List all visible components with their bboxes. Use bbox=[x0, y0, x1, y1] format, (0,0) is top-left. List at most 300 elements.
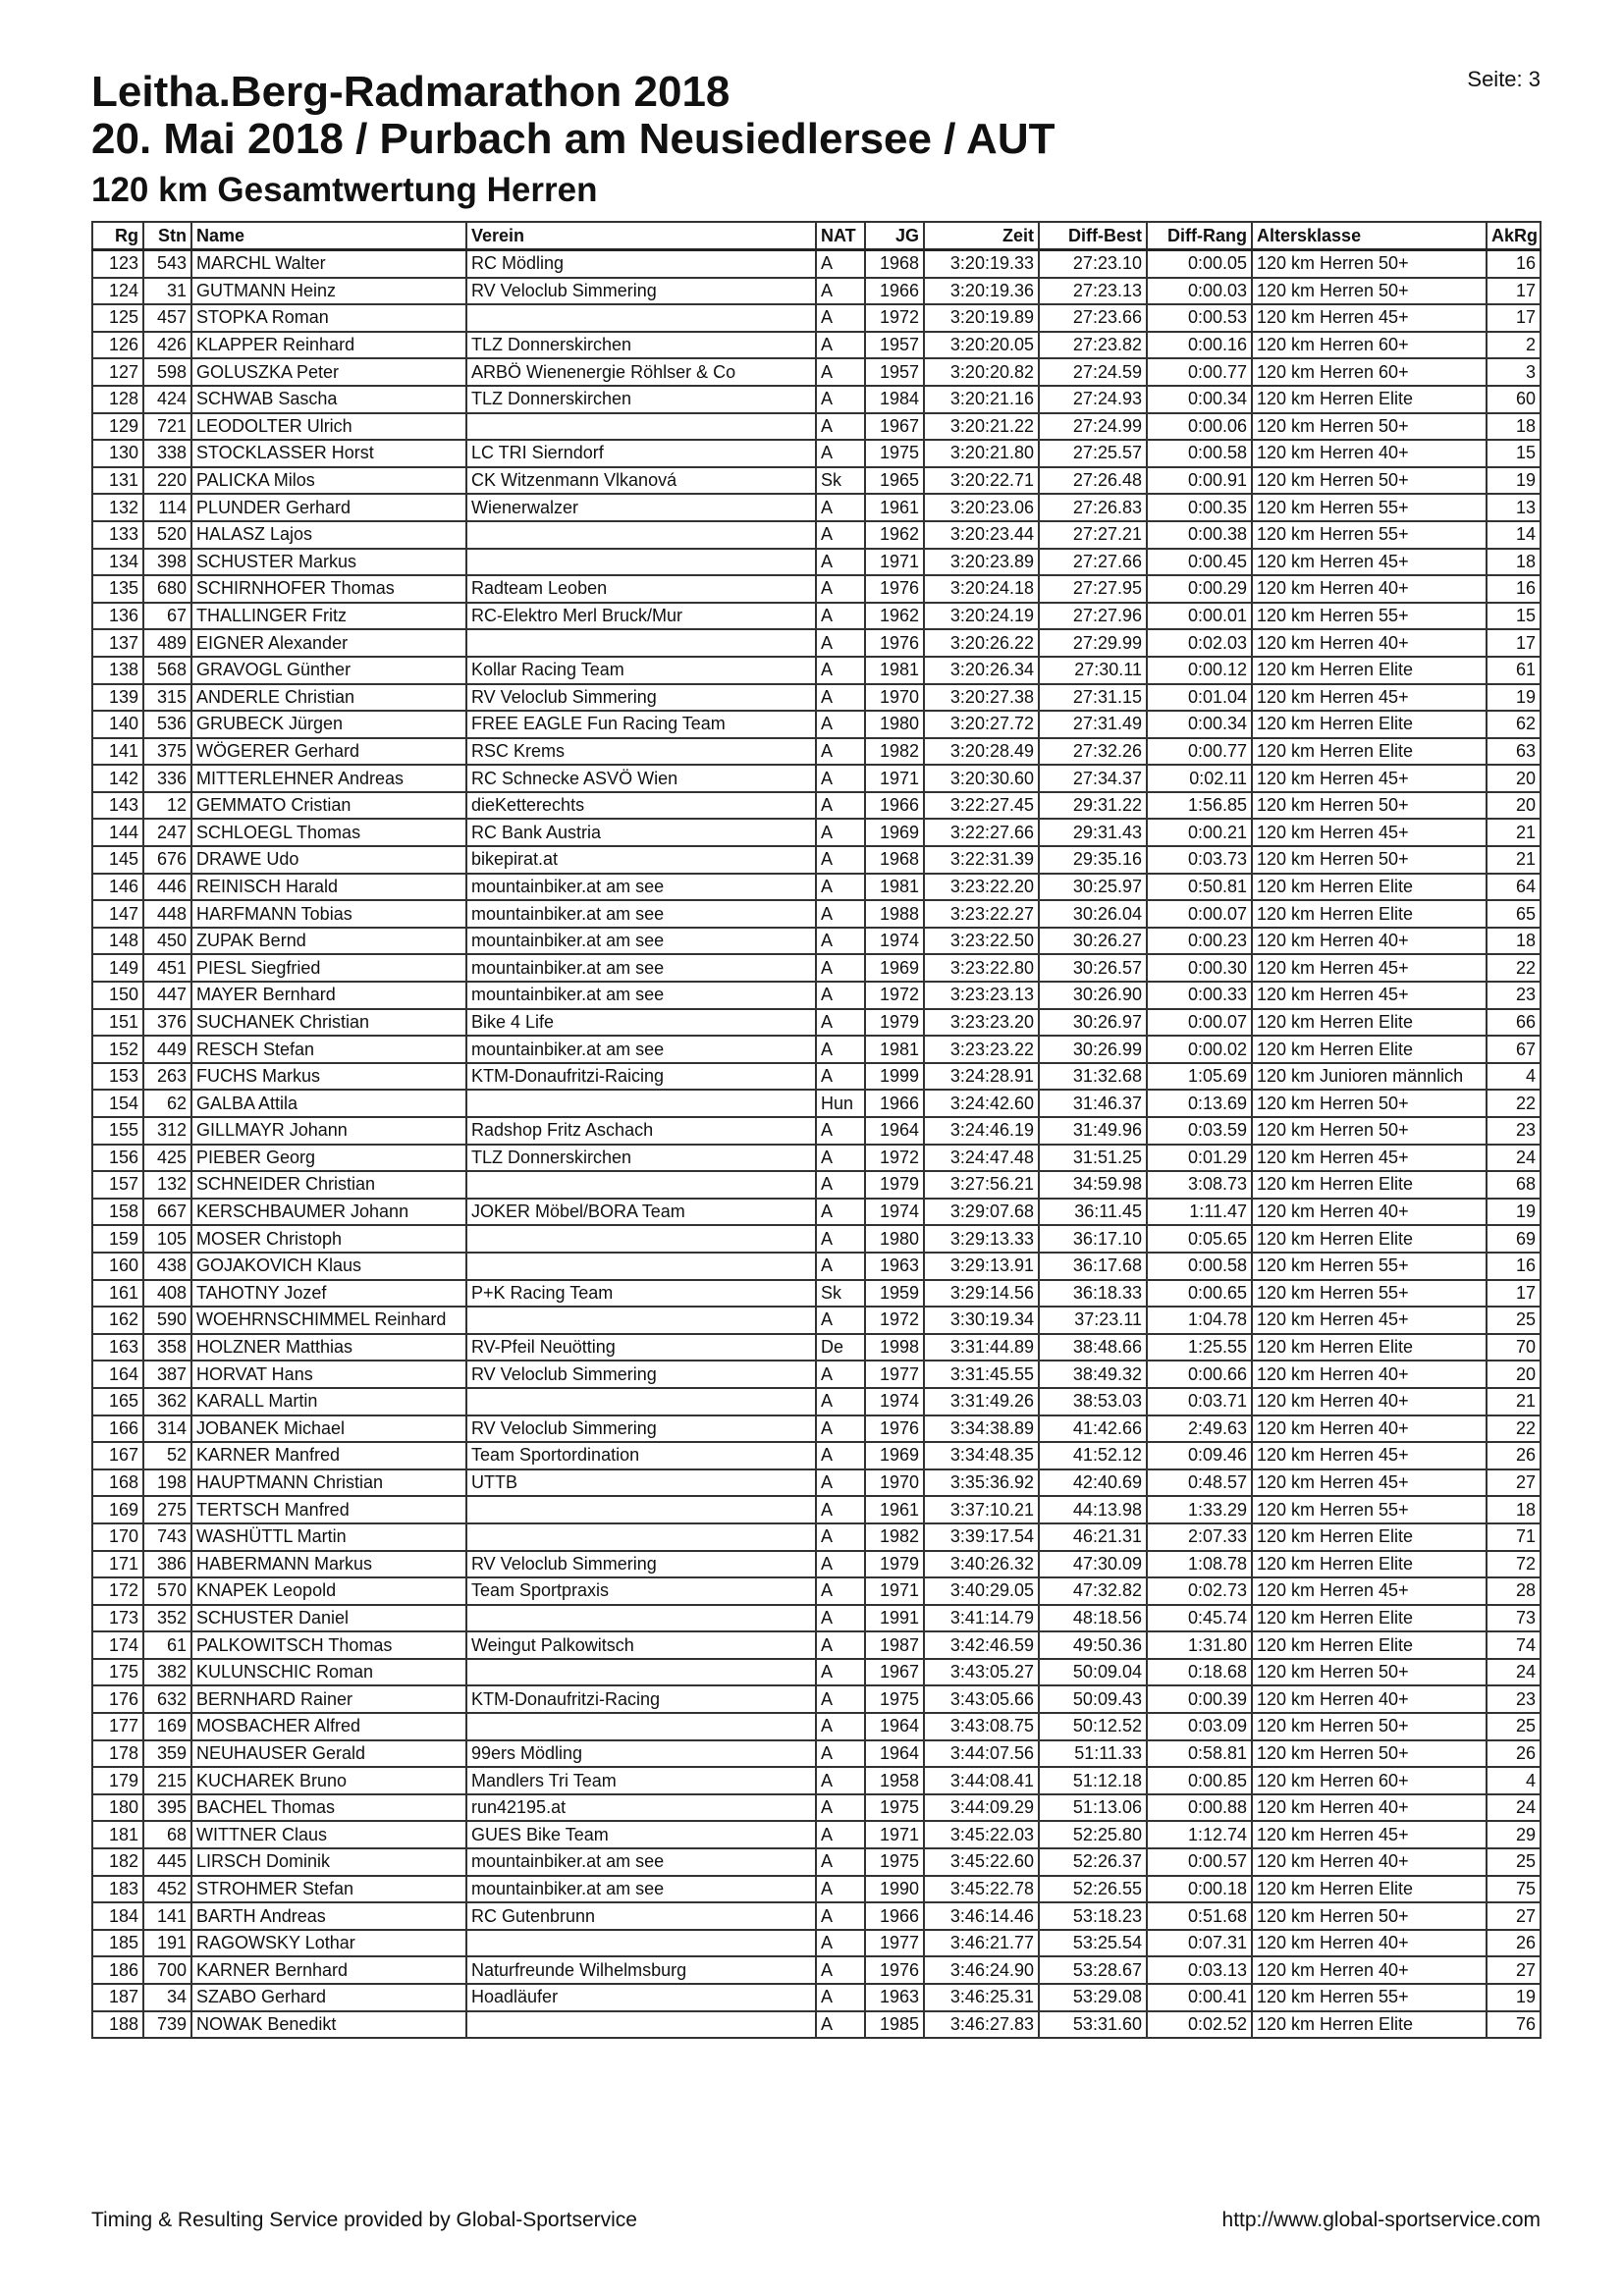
cell-age-class-rank: 20 bbox=[1487, 1361, 1541, 1388]
cell-time: 3:22:27.66 bbox=[924, 819, 1039, 846]
cell-name: WOEHRNSCHIMMEL Reinhard bbox=[191, 1307, 466, 1334]
cell-start-number: 169 bbox=[143, 1713, 191, 1740]
cell-diff-rank: 0:00.88 bbox=[1147, 1794, 1252, 1822]
cell-nationality: A bbox=[816, 982, 865, 1009]
cell-birth-year: 1969 bbox=[865, 954, 924, 982]
cell-diff-rank: 0:50.81 bbox=[1147, 874, 1252, 901]
cell-club: RV Veloclub Simmering bbox=[466, 684, 816, 712]
cell-start-number: 67 bbox=[143, 603, 191, 630]
cell-rank: 167 bbox=[92, 1442, 143, 1469]
cell-rank: 134 bbox=[92, 549, 143, 576]
cell-club: RC Bank Austria bbox=[466, 819, 816, 846]
table-row bbox=[92, 684, 1541, 712]
cell-nationality: A bbox=[816, 1956, 865, 1984]
cell-time: 3:45:22.03 bbox=[924, 1821, 1039, 1848]
cell-age-class-rank: 22 bbox=[1487, 954, 1541, 982]
table-row bbox=[92, 657, 1541, 684]
cell-diff-best: 30:26.27 bbox=[1039, 928, 1147, 955]
cell-club: TLZ Donnerskirchen bbox=[466, 386, 816, 413]
table-row bbox=[92, 1794, 1541, 1822]
cell-age-class-rank: 21 bbox=[1487, 819, 1541, 846]
cell-age-class-rank: 21 bbox=[1487, 846, 1541, 874]
cell-time: 3:43:05.27 bbox=[924, 1659, 1039, 1686]
cell-age-class-rank: 62 bbox=[1487, 711, 1541, 738]
cell-age-class: 120 km Herren Elite bbox=[1252, 386, 1487, 413]
cell-nationality: A bbox=[816, 819, 865, 846]
cell-birth-year: 1981 bbox=[865, 874, 924, 901]
cell-rank: 164 bbox=[92, 1361, 143, 1388]
cell-birth-year: 1974 bbox=[865, 1199, 924, 1226]
table-header-row bbox=[92, 222, 1541, 250]
cell-start-number: 398 bbox=[143, 549, 191, 576]
cell-time: 3:46:25.31 bbox=[924, 1984, 1039, 2011]
cell-birth-year: 1958 bbox=[865, 1767, 924, 1794]
cell-name: TERTSCH Manfred bbox=[191, 1496, 466, 1523]
cell-name: WASHÜTTL Martin bbox=[191, 1523, 466, 1551]
cell-time: 3:27:56.21 bbox=[924, 1171, 1039, 1199]
cell-age-class: 120 km Herren Elite bbox=[1252, 1334, 1487, 1362]
cell-diff-best: 27:27.96 bbox=[1039, 603, 1147, 630]
cell-age-class-rank: 66 bbox=[1487, 1009, 1541, 1037]
cell-start-number: 247 bbox=[143, 819, 191, 846]
cell-diff-best: 30:26.57 bbox=[1039, 954, 1147, 982]
cell-birth-year: 1977 bbox=[865, 1361, 924, 1388]
cell-nationality: A bbox=[816, 1740, 865, 1768]
cell-name: SCHIRNHOFER Thomas bbox=[191, 575, 466, 603]
cell-age-class: 120 km Herren 45+ bbox=[1252, 765, 1487, 792]
cell-birth-year: 1971 bbox=[865, 1821, 924, 1848]
cell-diff-best: 41:52.12 bbox=[1039, 1442, 1147, 1469]
col-header-stn: Stn bbox=[143, 222, 191, 250]
cell-age-class: 120 km Herren 40+ bbox=[1252, 1848, 1487, 1876]
cell-age-class: 120 km Herren 40+ bbox=[1252, 1388, 1487, 1415]
cell-nationality: A bbox=[816, 1171, 865, 1199]
cell-rank: 176 bbox=[92, 1685, 143, 1713]
cell-age-class: 120 km Herren 55+ bbox=[1252, 1280, 1487, 1308]
cell-club: dieKetterechts bbox=[466, 792, 816, 820]
cell-age-class-rank: 14 bbox=[1487, 521, 1541, 549]
cell-diff-rank: 1:56.85 bbox=[1147, 792, 1252, 820]
cell-start-number: 52 bbox=[143, 1442, 191, 1469]
cell-name: BACHEL Thomas bbox=[191, 1794, 466, 1822]
cell-nationality: A bbox=[816, 1794, 865, 1822]
cell-club: mountainbiker.at am see bbox=[466, 954, 816, 982]
cell-diff-rank: 0:51.68 bbox=[1147, 1902, 1252, 1930]
cell-age-class: 120 km Herren 40+ bbox=[1252, 440, 1487, 467]
cell-age-class-rank: 16 bbox=[1487, 575, 1541, 603]
cell-age-class: 120 km Herren 60+ bbox=[1252, 332, 1487, 359]
cell-diff-rank: 2:49.63 bbox=[1147, 1415, 1252, 1443]
cell-name: FUCHS Markus bbox=[191, 1063, 466, 1091]
cell-name: KUCHAREK Bruno bbox=[191, 1767, 466, 1794]
cell-time: 3:42:46.59 bbox=[924, 1631, 1039, 1659]
cell-nationality: A bbox=[816, 1659, 865, 1686]
cell-birth-year: 1971 bbox=[865, 765, 924, 792]
cell-nationality: A bbox=[816, 1442, 865, 1469]
cell-age-class: 120 km Herren 55+ bbox=[1252, 1496, 1487, 1523]
cell-birth-year: 1964 bbox=[865, 1117, 924, 1145]
cell-diff-rank: 1:05.69 bbox=[1147, 1063, 1252, 1091]
cell-club: ARBÖ Wienenergie Röhlser & Co bbox=[466, 358, 816, 386]
cell-time: 3:20:27.72 bbox=[924, 711, 1039, 738]
cell-time: 3:20:30.60 bbox=[924, 765, 1039, 792]
cell-nationality: A bbox=[816, 846, 865, 874]
cell-diff-best: 29:35.16 bbox=[1039, 846, 1147, 874]
cell-birth-year: 1971 bbox=[865, 1577, 924, 1605]
cell-age-class: 120 km Herren Elite bbox=[1252, 738, 1487, 766]
col-header-rg: Rg bbox=[92, 222, 143, 250]
cell-diff-best: 50:09.43 bbox=[1039, 1685, 1147, 1713]
cell-rank: 132 bbox=[92, 494, 143, 521]
cell-club: RV Veloclub Simmering bbox=[466, 1551, 816, 1578]
cell-time: 3:20:26.22 bbox=[924, 629, 1039, 657]
cell-rank: 183 bbox=[92, 1876, 143, 1903]
cell-rank: 128 bbox=[92, 386, 143, 413]
cell-diff-rank: 0:58.81 bbox=[1147, 1740, 1252, 1768]
table-row bbox=[92, 549, 1541, 576]
table-row bbox=[92, 1713, 1541, 1740]
cell-name: SCHWAB Sascha bbox=[191, 386, 466, 413]
cell-age-class-rank: 22 bbox=[1487, 1415, 1541, 1443]
cell-nationality: A bbox=[816, 1307, 865, 1334]
cell-nationality: A bbox=[816, 1984, 865, 2011]
cell-age-class: 120 km Herren 60+ bbox=[1252, 1767, 1487, 1794]
cell-time: 3:43:05.66 bbox=[924, 1685, 1039, 1713]
cell-diff-rank: 0:48.57 bbox=[1147, 1469, 1252, 1497]
cell-diff-best: 29:31.22 bbox=[1039, 792, 1147, 820]
cell-start-number: 12 bbox=[143, 792, 191, 820]
cell-diff-best: 31:32.68 bbox=[1039, 1063, 1147, 1091]
cell-rank: 126 bbox=[92, 332, 143, 359]
cell-age-class: 120 km Herren 40+ bbox=[1252, 629, 1487, 657]
cell-time: 3:20:23.44 bbox=[924, 521, 1039, 549]
cell-start-number: 451 bbox=[143, 954, 191, 982]
cell-name: ZUPAK Bernd bbox=[191, 928, 466, 955]
cell-diff-rank: 0:00.91 bbox=[1147, 467, 1252, 495]
cell-age-class: 120 km Herren 45+ bbox=[1252, 1577, 1487, 1605]
table-row bbox=[92, 1740, 1541, 1768]
col-header-nat: NAT bbox=[816, 222, 865, 250]
cell-rank: 165 bbox=[92, 1388, 143, 1415]
cell-time: 3:23:22.20 bbox=[924, 874, 1039, 901]
cell-nationality: A bbox=[816, 711, 865, 738]
cell-nationality: A bbox=[816, 1415, 865, 1443]
cell-age-class-rank: 26 bbox=[1487, 1442, 1541, 1469]
cell-birth-year: 1968 bbox=[865, 250, 924, 278]
cell-time: 3:24:42.60 bbox=[924, 1090, 1039, 1117]
cell-nationality: A bbox=[816, 765, 865, 792]
cell-age-class: 120 km Herren 50+ bbox=[1252, 1713, 1487, 1740]
table-row bbox=[92, 1821, 1541, 1848]
cell-nationality: A bbox=[816, 413, 865, 441]
table-row bbox=[92, 629, 1541, 657]
cell-name: REINISCH Harald bbox=[191, 874, 466, 901]
cell-diff-rank: 0:02.03 bbox=[1147, 629, 1252, 657]
cell-age-class: 120 km Herren 45+ bbox=[1252, 1469, 1487, 1497]
cell-birth-year: 1984 bbox=[865, 386, 924, 413]
cell-start-number: 680 bbox=[143, 575, 191, 603]
cell-rank: 131 bbox=[92, 467, 143, 495]
cell-club: UTTB bbox=[466, 1469, 816, 1497]
cell-age-class-rank: 19 bbox=[1487, 684, 1541, 712]
cell-time: 3:46:21.77 bbox=[924, 1930, 1039, 1957]
table-row bbox=[92, 1090, 1541, 1117]
cell-birth-year: 1962 bbox=[865, 521, 924, 549]
cell-diff-rank: 0:02.11 bbox=[1147, 765, 1252, 792]
cell-birth-year: 1999 bbox=[865, 1063, 924, 1091]
cell-name: KERSCHBAUMER Johann bbox=[191, 1199, 466, 1226]
cell-birth-year: 1970 bbox=[865, 684, 924, 712]
cell-nationality: A bbox=[816, 250, 865, 278]
cell-time: 3:24:47.48 bbox=[924, 1145, 1039, 1172]
cell-birth-year: 1981 bbox=[865, 1036, 924, 1063]
cell-nationality: A bbox=[816, 954, 865, 982]
cell-time: 3:34:38.89 bbox=[924, 1415, 1039, 1443]
cell-age-class-rank: 25 bbox=[1487, 1848, 1541, 1876]
cell-club bbox=[466, 1225, 816, 1253]
cell-age-class: 120 km Herren Elite bbox=[1252, 1631, 1487, 1659]
cell-rank: 181 bbox=[92, 1821, 143, 1848]
cell-start-number: 105 bbox=[143, 1225, 191, 1253]
table-row bbox=[92, 900, 1541, 928]
cell-club: mountainbiker.at am see bbox=[466, 1876, 816, 1903]
table-row bbox=[92, 1225, 1541, 1253]
cell-name: EIGNER Alexander bbox=[191, 629, 466, 657]
cell-diff-rank: 0:02.52 bbox=[1147, 2011, 1252, 2039]
cell-diff-rank: 1:04.78 bbox=[1147, 1307, 1252, 1334]
cell-club: RSC Krems bbox=[466, 738, 816, 766]
cell-rank: 133 bbox=[92, 521, 143, 549]
cell-age-class: 120 km Herren 55+ bbox=[1252, 494, 1487, 521]
cell-diff-rank: 1:08.78 bbox=[1147, 1551, 1252, 1578]
cell-age-class-rank: 76 bbox=[1487, 2011, 1541, 2039]
cell-start-number: 312 bbox=[143, 1117, 191, 1145]
cell-diff-best: 36:17.10 bbox=[1039, 1225, 1147, 1253]
cell-start-number: 570 bbox=[143, 1577, 191, 1605]
cell-diff-rank: 0:02.73 bbox=[1147, 1577, 1252, 1605]
table-row bbox=[92, 1496, 1541, 1523]
cell-rank: 179 bbox=[92, 1767, 143, 1794]
cell-time: 3:20:21.80 bbox=[924, 440, 1039, 467]
cell-diff-best: 27:26.83 bbox=[1039, 494, 1147, 521]
cell-name: PALICKA Milos bbox=[191, 467, 466, 495]
cell-diff-best: 27:24.99 bbox=[1039, 413, 1147, 441]
cell-club: mountainbiker.at am see bbox=[466, 1848, 816, 1876]
cell-name: GILLMAYR Johann bbox=[191, 1117, 466, 1145]
cell-start-number: 61 bbox=[143, 1631, 191, 1659]
cell-rank: 156 bbox=[92, 1145, 143, 1172]
cell-diff-best: 30:26.97 bbox=[1039, 1009, 1147, 1037]
cell-rank: 137 bbox=[92, 629, 143, 657]
cell-nationality: De bbox=[816, 1334, 865, 1362]
cell-nationality: A bbox=[816, 386, 865, 413]
cell-rank: 123 bbox=[92, 250, 143, 278]
cell-diff-rank: 0:00.07 bbox=[1147, 900, 1252, 928]
cell-rank: 147 bbox=[92, 900, 143, 928]
cell-rank: 170 bbox=[92, 1523, 143, 1551]
cell-birth-year: 1988 bbox=[865, 900, 924, 928]
cell-name: MOSER Christoph bbox=[191, 1225, 466, 1253]
cell-age-class-rank: 4 bbox=[1487, 1063, 1541, 1091]
cell-rank: 166 bbox=[92, 1415, 143, 1443]
cell-age-class-rank: 3 bbox=[1487, 358, 1541, 386]
cell-rank: 180 bbox=[92, 1794, 143, 1822]
cell-rank: 135 bbox=[92, 575, 143, 603]
cell-age-class: 120 km Herren 45+ bbox=[1252, 1307, 1487, 1334]
cell-birth-year: 1980 bbox=[865, 1225, 924, 1253]
cell-name: ANDERLE Christian bbox=[191, 684, 466, 712]
cell-name: NEUHAUSER Gerald bbox=[191, 1740, 466, 1768]
cell-nationality: A bbox=[816, 629, 865, 657]
cell-nationality: A bbox=[816, 1713, 865, 1740]
cell-birth-year: 1976 bbox=[865, 1956, 924, 1984]
cell-nationality: A bbox=[816, 1063, 865, 1091]
cell-age-class: 120 km Herren 40+ bbox=[1252, 1930, 1487, 1957]
cell-age-class-rank: 67 bbox=[1487, 1036, 1541, 1063]
cell-name: HARFMANN Tobias bbox=[191, 900, 466, 928]
cell-diff-rank: 0:00.12 bbox=[1147, 657, 1252, 684]
cell-age-class-rank: 19 bbox=[1487, 1199, 1541, 1226]
cell-age-class: 120 km Herren Elite bbox=[1252, 711, 1487, 738]
cell-birth-year: 1966 bbox=[865, 1090, 924, 1117]
cell-diff-best: 30:26.04 bbox=[1039, 900, 1147, 928]
cell-time: 3:43:08.75 bbox=[924, 1713, 1039, 1740]
table-row bbox=[92, 1117, 1541, 1145]
cell-diff-rank: 0:00.53 bbox=[1147, 304, 1252, 332]
table-row bbox=[92, 1767, 1541, 1794]
cell-birth-year: 1961 bbox=[865, 494, 924, 521]
cell-time: 3:23:23.13 bbox=[924, 982, 1039, 1009]
cell-club: JOKER Möbel/BORA Team bbox=[466, 1199, 816, 1226]
cell-age-class: 120 km Herren Elite bbox=[1252, 1036, 1487, 1063]
cell-diff-rank: 0:00.33 bbox=[1147, 982, 1252, 1009]
cell-name: GUTMANN Heinz bbox=[191, 278, 466, 305]
cell-time: 3:23:23.22 bbox=[924, 1036, 1039, 1063]
cell-age-class-rank: 21 bbox=[1487, 1388, 1541, 1415]
cell-age-class-rank: 75 bbox=[1487, 1876, 1541, 1903]
cell-rank: 173 bbox=[92, 1605, 143, 1632]
table-row bbox=[92, 1848, 1541, 1876]
cell-club: RV-Pfeil Neuötting bbox=[466, 1334, 816, 1362]
cell-age-class: 120 km Herren 55+ bbox=[1252, 1984, 1487, 2011]
cell-nationality: A bbox=[816, 1145, 865, 1172]
table-row bbox=[92, 413, 1541, 441]
cell-nationality: A bbox=[816, 575, 865, 603]
cell-diff-rank: 1:12.74 bbox=[1147, 1821, 1252, 1848]
cell-birth-year: 1987 bbox=[865, 1631, 924, 1659]
cell-age-class-rank: 22 bbox=[1487, 1090, 1541, 1117]
table-row bbox=[92, 278, 1541, 305]
cell-birth-year: 1966 bbox=[865, 1902, 924, 1930]
cell-nationality: A bbox=[816, 440, 865, 467]
cell-rank: 188 bbox=[92, 2011, 143, 2039]
cell-diff-best: 41:42.66 bbox=[1039, 1415, 1147, 1443]
cell-nationality: A bbox=[816, 1199, 865, 1226]
cell-diff-rank: 0:00.58 bbox=[1147, 1253, 1252, 1280]
cell-club bbox=[466, 1713, 816, 1740]
cell-diff-rank: 0:00.06 bbox=[1147, 413, 1252, 441]
cell-age-class-rank: 24 bbox=[1487, 1659, 1541, 1686]
cell-age-class: 120 km Herren 40+ bbox=[1252, 1361, 1487, 1388]
cell-birth-year: 1991 bbox=[865, 1605, 924, 1632]
cell-age-class: 120 km Herren 45+ bbox=[1252, 549, 1487, 576]
cell-age-class-rank: 60 bbox=[1487, 386, 1541, 413]
cell-name: STOCKLASSER Horst bbox=[191, 440, 466, 467]
cell-birth-year: 1980 bbox=[865, 711, 924, 738]
cell-start-number: 632 bbox=[143, 1685, 191, 1713]
cell-rank: 127 bbox=[92, 358, 143, 386]
cell-time: 3:29:07.68 bbox=[924, 1199, 1039, 1226]
cell-rank: 177 bbox=[92, 1713, 143, 1740]
cell-age-class-rank: 26 bbox=[1487, 1930, 1541, 1957]
col-header-diff-best: Diff-Best bbox=[1039, 222, 1147, 250]
cell-diff-rank: 0:00.45 bbox=[1147, 549, 1252, 576]
cell-name: KULUNSCHIC Roman bbox=[191, 1659, 466, 1686]
cell-diff-rank: 0:18.68 bbox=[1147, 1659, 1252, 1686]
cell-age-class: 120 km Herren 40+ bbox=[1252, 1956, 1487, 1984]
cell-diff-best: 47:30.09 bbox=[1039, 1551, 1147, 1578]
cell-club: bikepirat.at bbox=[466, 846, 816, 874]
cell-age-class-rank: 25 bbox=[1487, 1307, 1541, 1334]
cell-diff-rank: 1:11.47 bbox=[1147, 1199, 1252, 1226]
cell-name: GRAVOGL Günther bbox=[191, 657, 466, 684]
cell-birth-year: 1969 bbox=[865, 819, 924, 846]
cell-name: HAUPTMANN Christian bbox=[191, 1469, 466, 1497]
cell-rank: 125 bbox=[92, 304, 143, 332]
cell-birth-year: 1979 bbox=[865, 1171, 924, 1199]
cell-start-number: 700 bbox=[143, 1956, 191, 1984]
table-row bbox=[92, 1930, 1541, 1957]
cell-diff-rank: 0:00.07 bbox=[1147, 1009, 1252, 1037]
cell-start-number: 132 bbox=[143, 1171, 191, 1199]
cell-club bbox=[466, 1090, 816, 1117]
cell-age-class-rank: 17 bbox=[1487, 629, 1541, 657]
cell-start-number: 220 bbox=[143, 467, 191, 495]
cell-nationality: A bbox=[816, 738, 865, 766]
cell-nationality: A bbox=[816, 1767, 865, 1794]
cell-diff-best: 53:29.08 bbox=[1039, 1984, 1147, 2011]
cell-rank: 136 bbox=[92, 603, 143, 630]
cell-age-class: 120 km Herren 50+ bbox=[1252, 413, 1487, 441]
cell-age-class-rank: 13 bbox=[1487, 494, 1541, 521]
cell-nationality: A bbox=[816, 332, 865, 359]
table-row bbox=[92, 358, 1541, 386]
cell-age-class: 120 km Herren 45+ bbox=[1252, 982, 1487, 1009]
cell-club: GUES Bike Team bbox=[466, 1821, 816, 1848]
cell-age-class: 120 km Herren 45+ bbox=[1252, 684, 1487, 712]
cell-diff-rank: 0:00.57 bbox=[1147, 1848, 1252, 1876]
cell-club bbox=[466, 1253, 816, 1280]
cell-birth-year: 1990 bbox=[865, 1876, 924, 1903]
cell-club: Naturfreunde Wilhelmsburg bbox=[466, 1956, 816, 1984]
cell-birth-year: 1975 bbox=[865, 440, 924, 467]
footer-url[interactable]: http://www.global-sportservice.com bbox=[1221, 2209, 1541, 2231]
cell-club bbox=[466, 521, 816, 549]
cell-birth-year: 1964 bbox=[865, 1713, 924, 1740]
cell-diff-rank: 0:13.69 bbox=[1147, 1090, 1252, 1117]
cell-rank: 172 bbox=[92, 1577, 143, 1605]
cell-diff-rank: 0:00.01 bbox=[1147, 603, 1252, 630]
cell-club: Weingut Palkowitsch bbox=[466, 1631, 816, 1659]
cell-rank: 184 bbox=[92, 1902, 143, 1930]
cell-diff-rank: 1:31.80 bbox=[1147, 1631, 1252, 1659]
cell-diff-best: 52:25.80 bbox=[1039, 1821, 1147, 1848]
cell-club: Hoadläufer bbox=[466, 1984, 816, 2011]
cell-diff-rank: 1:25.55 bbox=[1147, 1334, 1252, 1362]
cell-nationality: A bbox=[816, 928, 865, 955]
cell-age-class: 120 km Herren 50+ bbox=[1252, 467, 1487, 495]
cell-diff-rank: 0:00.39 bbox=[1147, 1685, 1252, 1713]
